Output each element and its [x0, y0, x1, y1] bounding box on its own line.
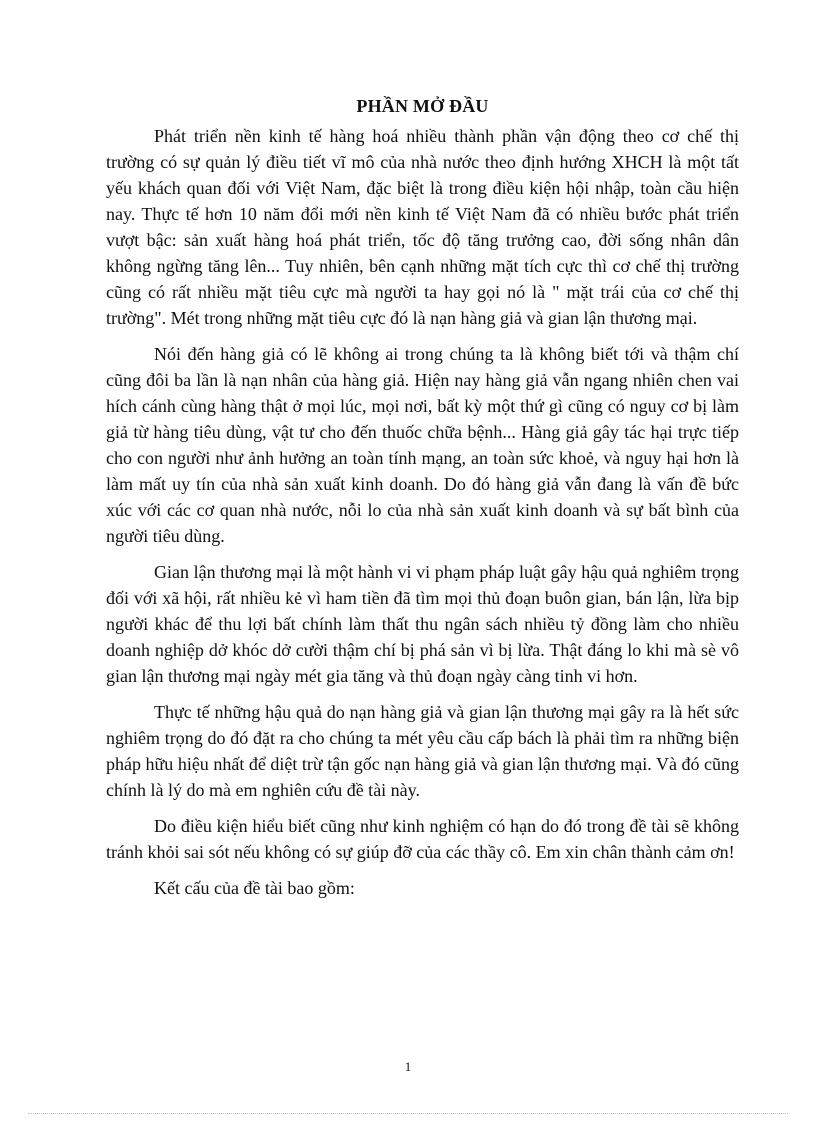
- paragraph-structure: Kết cấu của đề tài bao gồm:: [154, 878, 355, 898]
- paragraph-thanks: Do điều kiện hiểu biết cũng như kinh nghiệm có hạn do đó trong đề tài sẽ không tránh khỏi sai sót nếu không có sự giúp đỡ của các thầy cô. Em xin chân thành cảm ơn!: [106, 816, 739, 862]
- page-number: 1: [404, 1059, 412, 1074]
- paragraph-trade-fraud: Gian lận thương mại là một hành vi vi phạm pháp luật gây hậu quả nghiêm trọng đối với xã hội, rất nhiều kẻ vì ham tiền đã tìm mọi thủ đoạn buôn gian, bán lận, lừa bịp người khác để thu lợi bất chính làm thất thu ngân sách nhiều tỷ đồng làm cho nhiều doanh nghiệp dở khóc dở cười thậm chí bị phá sản vì bị lừa. Thật đáng lo khi mà sè vô gian lận thương mại ngày mét gia tăng và thủ đoạn ngày càng tinh vi hơn.: [106, 562, 739, 686]
- paragraph-consequences: Thực tế những hậu quả do nạn hàng giả và gian lận thương mại gây ra là hết sức nghiêm trọng do đó đặt ra cho chúng ta mét yêu cầu cấp bách là phải tìm ra những biện pháp hữu hiệu nhất để diệt trừ tận gốc nạn hàng giả và gian lận thương mại. Và đó cũng chính là lý do mà em nghiên cứu đề tài này.: [106, 702, 739, 800]
- document-page: [106, 96, 739, 911]
- footer-divider: [28, 1113, 788, 1114]
- paragraph-intro: Phát triển nền kinh tế hàng hoá nhiều thành phần vận động theo cơ chế thị trường có sự quản lý điều tiết vĩ mô của nhà nước theo định hướng XHCH là một tất yếu khách quan đối với Việt Nam, đặc biệt là trong điều kiện hội nhập, toàn cầu hiện nay. Thực tế hơn 10 năm đổi mới nền kinh tế Việt Nam đã có nhiều bước phát triển vượt bậc: sản xuất hàng hoá phát triển, tốc độ tăng trưởng cao, đời sống nhân dân không ngừng tăng lên... Tuy nhiên, bên cạnh những mặt tích cực thì cơ chế thị trường cũng có rất nhiều mặt tiêu cực mà người ta hay gọi nó là " mặt trái của cơ chế thị trường". Mét trong những mặt tiêu cực đó là nạn hàng giả và gian lận thương mại.: [106, 126, 739, 328]
- paragraph-counterfeit: Nói đến hàng giả có lẽ không ai trong chúng ta là không biết tới và thậm chí cũng đôi ba lần là nạn nhân của hàng giả. Hiện nay hàng giả vẫn ngang nhiên chen vai hích cánh cùng hàng thật ở mọi lúc, mọi nơi, bất kỳ một thứ gì cũng có nguy cơ bị làm giả từ hàng tiêu dùng, vật tư cho đến thuốc chữa bệnh... Hàng giả gây tác hại trực tiếp cho con người như ảnh hưởng an toàn tính mạng, an toàn sức khoẻ, và nguy hại hơn là làm mất uy tín của nhà sản xuất kinh doanh. Do đó hàng giả vẫn đang là vấn đề bức xúc với các cơ quan nhà nước, nỗi lo của nhà sản xuất kinh doanh và sự bất bình của người tiêu dùng.: [106, 344, 739, 546]
- document-title: PHẦN MỞ ĐẦU: [356, 96, 489, 116]
